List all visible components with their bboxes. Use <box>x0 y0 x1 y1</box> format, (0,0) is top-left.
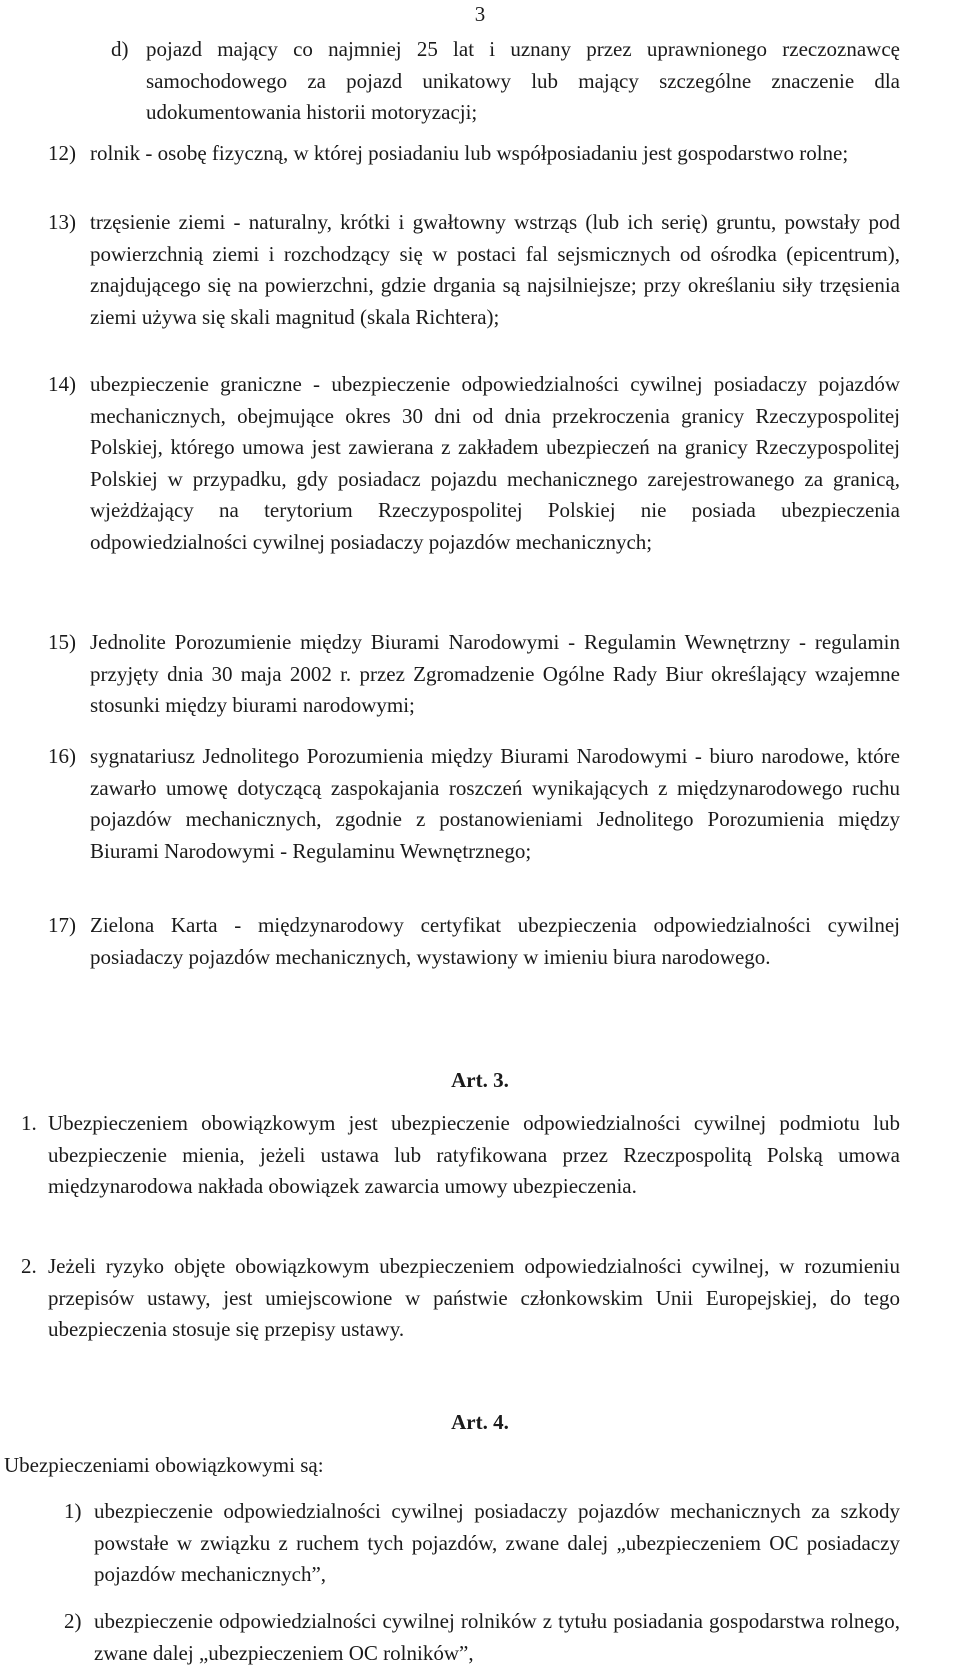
definition-d-text: pojazd mający co najmniej 25 lat i uznany przez uprawnionego rzeczoznawcę samochodowego za pojazd unikatowy lub mający szczególne znaczenie dla udokumentowania historii motoryzacji; <box>146 37 900 124</box>
definition-14-label: 14) <box>48 372 76 396</box>
definition-13-label: 13) <box>48 210 76 234</box>
definition-16 <box>48 741 900 867</box>
article-3-item-2-label: 2. <box>21 1254 37 1278</box>
definition-14-text: ubezpieczenie graniczne - ubezpieczenie odpowiedzialności cywilnej posiadaczy pojazdów mechanicznych, obejmujące okres 30 dni od dnia przekroczenia granicy Rzeczypospolitej Polskiej, którego umowa jest zawierana z zakładem ubezpieczeń na granicy Rzeczypospolitej Polskiej w przypadku, gdy posiadacz pojazdu mechanicznego zarejestrowanego za granicą, wjeżdżający na terytorium Rzeczypospolitej Polskiej nie posiada ubezpieczenia odpowiedzialności cywilnej posiadaczy pojazdów mechanicznych; <box>90 372 900 554</box>
definition-17-label: 17) <box>48 913 76 937</box>
article-3-item-2-text: Jeżeli ryzyko objęte obowiązkowym ubezpieczeniem odpowiedzialności cywilnej, w rozumieniu przepisów ustawy, jest umiejscowione w państwie członkowskim Unii Europejskiej, do tego ubezpieczenia stosuje się przepisy ustawy. <box>48 1254 900 1341</box>
article-3-item-1 <box>21 1108 900 1203</box>
definition-15 <box>48 627 900 722</box>
article-4-item-1-label: 1) <box>64 1499 82 1523</box>
definition-12-label: 12) <box>48 141 76 165</box>
article-4-heading: Art. 4. <box>451 1410 509 1434</box>
definition-17-text: Zielona Karta - międzynarodowy certyfikat ubezpieczenia odpowiedzialności cywilnej posiadaczy pojazdów mechanicznych, wystawiony w imieniu biura narodowego. <box>90 913 900 969</box>
definition-15-text: Jednolite Porozumienie między Biurami Narodowymi - Regulamin Wewnętrzny - regulamin przyjęty dnia 30 maja 2002 r. przez Zgromadzenie Ogólne Rady Biur określający wzajemne stosunki między biurami narodowymi; <box>90 630 900 717</box>
article-4-intro: Ubezpieczeniami obowiązkowymi są: <box>4 1453 324 1477</box>
definition-14 <box>48 369 900 558</box>
article-4-item-2-text: ubezpieczenie odpowiedzialności cywilnej rolników z tytułu posiadania gospodarstwa rolnego, zwane dalej „ubezpieczeniem OC rolników”, <box>94 1609 900 1665</box>
definition-12 <box>48 138 900 170</box>
article-3-item-2 <box>21 1251 900 1346</box>
article-4-item-2-label: 2) <box>64 1609 82 1633</box>
page-number: 3 <box>474 2 486 26</box>
definition-13-text: trzęsienie ziemi - naturalny, krótki i gwałtowny wstrząs (lub ich serię) gruntu, powstały pod powierzchnią ziemi i rozchodzący się w postaci fal sejsmicznych od ośrodka (epicentrum), znajdującego się na powierzchni, gdzie drgania są najsilniejsze; przy określaniu siły trzęsienia ziemi używa się skali magnitud (skala Richtera); <box>90 210 900 329</box>
definition-12-text: rolnik - osobę fizyczną, w której posiadaniu lub współposiadaniu jest gospodarstwo rolne; <box>90 141 849 165</box>
definition-15-label: 15) <box>48 630 76 654</box>
article-4-item-1 <box>64 1496 900 1591</box>
definition-16-label: 16) <box>48 744 76 768</box>
article-3-heading: Art. 3. <box>451 1068 509 1092</box>
definition-16-text: sygnatariusz Jednolitego Porozumienia między Biurami Narodowymi - biuro narodowe, które zawarło umowę dotyczącą zaspokajania roszczeń wynikających z międzynarodowego ruchu pojazdów mechanicznych, zgodnie z postanowieniami Jednolitego Porozumienia między Biurami Narodowymi - Regulaminu Wewnętrznego; <box>90 744 900 863</box>
article-3-item-1-text: Ubezpieczeniem obowiązkowym jest ubezpieczenie odpowiedzialności cywilnej podmiotu lub ubezpieczenie mienia, jeżeli ustawa lub ratyfikowana przez Rzeczpospolitą Polską umowa międzynarodowa nakłada obowiązek zawarcia umowy ubezpieczenia. <box>48 1111 900 1198</box>
definition-13 <box>48 207 900 333</box>
definition-17 <box>48 910 900 973</box>
article-3-item-1-label: 1. <box>21 1111 37 1135</box>
article-4-item-2 <box>64 1606 900 1669</box>
definition-d <box>90 34 900 129</box>
definition-d-label: d) <box>111 37 129 61</box>
article-4-item-1-text: ubezpieczenie odpowiedzialności cywilnej posiadaczy pojazdów mechanicznych za szkody powstałe w związku z ruchem tych pojazdów, zwane dalej „ubezpieczeniem OC posiadaczy pojazdów mechanicznych”, <box>94 1499 900 1586</box>
